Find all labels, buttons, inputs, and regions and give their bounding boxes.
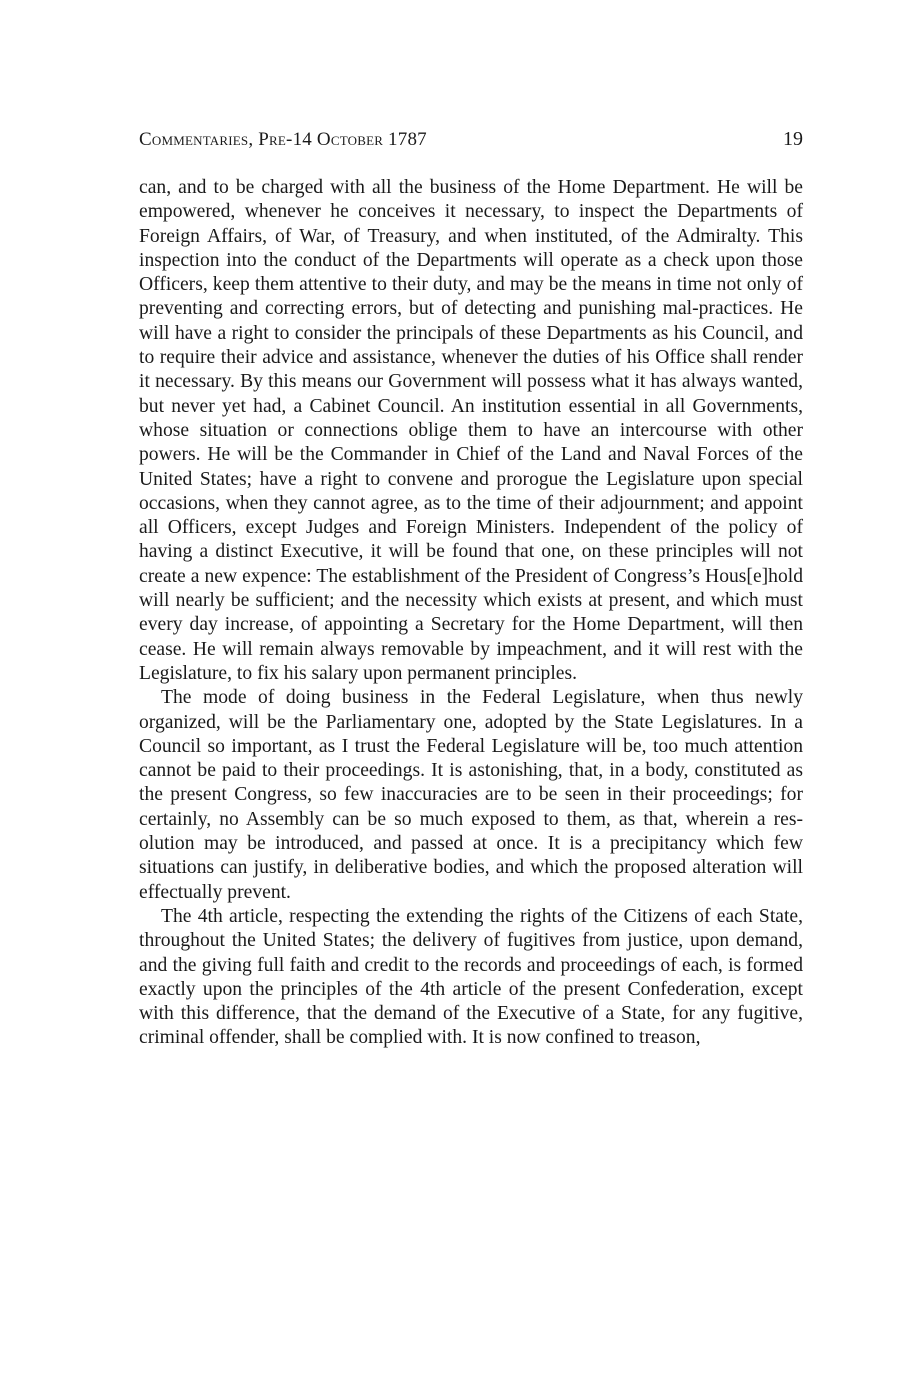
running-title: Commentaries, Pre-14 October 1787	[139, 129, 427, 150]
running-head	[139, 128, 803, 154]
page-number: 19	[783, 128, 803, 150]
body-text	[139, 176, 803, 1051]
paragraph-3: The 4th article, respecting the extending the rights of the Citizens of each State, throughout the United States; the delivery of fugitives from justice, upon demand, and the giving full faith and credit to the records and proceedings of each, is formed exactly upon the principles of the 4th article of the present Confederation, except with this difference, that the demand of the Executive of a State, for any fugitive, criminal offender, shall be complied with. It is now confined to treason,	[139, 905, 803, 1049]
paragraph-2: The mode of doing business in the Federal Legislature, when thus newly organized, will be the Parliamentary one, adopted by the State Legislatures. In a Council so important, as I trust the Federal Legislature will be, too much attention cannot be paid to their proceedings. It is astonishing, that, in a body, constituted as the present Congress, so few inaccuracies are to be seen in their proceedings; for certainly, no Assembly can be so much exposed to them, as that, wherein a resolution may be introduced, and passed at once. It is a precipitancy which few situations can justify, in deliberative bodies, and which the proposed alteration will effectually prevent.	[139, 687, 803, 903]
document-page	[139, 128, 803, 1051]
paragraph-1: can, and to be charged with all the business of the Home Department. He will be empowered, whenever he conceives it necessary, to inspect the Departments of Foreign Affairs, of War, of Treasury, and when instituted, of the Admiralty. This inspection into the conduct of the Departments will operate as a check upon those Officers, keep them attentive to their duty, and may be the means in time not only of preventing and correcting errors, but of detecting and punishing mal-practices. He will have a right to consider the principals of these Departments as his Council, and to require their advice and assistance, whenever the duties of his Office shall render it necessary. By this means our Government will possess what it has always wanted, but never yet had, a Cabinet Council. An institution essential in all Governments, whose situation or connections oblige them to have an intercourse with other powers. He will be the Commander in Chief of the Land and Naval Forces of the United States; have a right to convene and prorogue the Legislature upon special occasions, when they cannot agree, as to the time of their adjournment; and appoint all Officers, except Judges and Foreign Ministers. Independent of the policy of having a distinct Executive, it will be found that one, on these principles will not create a new expence: The establishment of the President of Congress’s Hous[e]hold will nearly be sufficient; and the necessity which exists at present, and which must every day increase, of appointing a Secretary for the Home Department, will then cease. He will remain always removable by impeachment, and it will rest with the Legislature, to fix his salary upon permanent principles.	[139, 177, 803, 684]
